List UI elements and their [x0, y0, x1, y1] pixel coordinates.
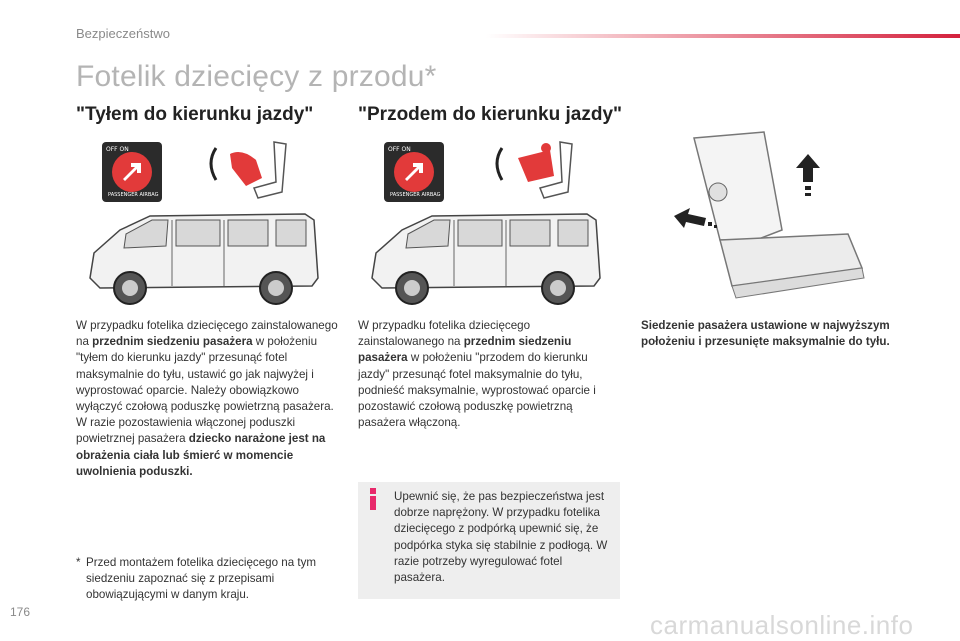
page-number: 176 — [10, 605, 31, 619]
badge-bottom-label: PASSENGER AIRBAG — [390, 192, 441, 198]
rear-facing-text-1: W przypadku fotelika dziecięcego zainstalowanego na — [76, 319, 338, 349]
page-title: Fotelik dziecięcy z przodu* — [76, 60, 437, 93]
rear-facing-text-2: przednim siedzeniu pasażera — [92, 335, 253, 349]
section-label: Bezpieczeństwo — [76, 26, 170, 41]
airbag-off-badge — [102, 142, 162, 202]
rear-facing-seat-icon — [202, 138, 302, 208]
van-illustration — [80, 208, 325, 308]
forward-facing-text-3: w położeniu "przodem do kierunku jazdy" przesunąć fotel maksymalnie do tyłu, podnieść maksymalnie, wyprostować oparcie i pozostawić czołową poduszkę powietrzną pasażera włączoną. — [358, 351, 596, 430]
seat-position-caption: Siedzenie pasażera ustawione w najwyższym położeniu i przesunięte maksymalnie do tyłu. — [641, 319, 890, 349]
info-text: Upewnić się, że pas bezpieczeństwa jest dobrze naprężony. W przypadku fotelika dziecięcego z podpórką upewnić się, że podpórka styka się stabilnie z podłogą. W razie potrzeby wyregulować fotel pasażera. — [394, 490, 608, 585]
airbag-arrow-icon — [402, 158, 426, 182]
airbag-arrow-icon — [120, 158, 144, 182]
badge-top-label: OFF ON — [388, 146, 411, 153]
airbag-on-badge — [384, 142, 444, 202]
footnote — [76, 555, 346, 604]
forward-facing-description — [358, 318, 613, 431]
footnote-text: Przed montażem fotelika dziecięcego na tym siedzeniu zapoznać się z przepisami obowiązującymi w danym kraju. — [86, 556, 317, 602]
forward-facing-heading: "Przodem do kierunku jazdy" — [358, 104, 623, 125]
rear-facing-text-3: w położeniu "tyłem do kierunku jazdy" przesunąć fotel maksymalnie do tyłu, ustawić go jak najwyżej i wyprostować oparcie. Należy obowiązkowo wyłączyć czołową poduszkę powietrzną pasażera. W razie pozostawienia włączonej poduszki powietrznej pasażera — [76, 335, 334, 446]
header-divider — [486, 34, 960, 38]
watermark: carmanualsonline.info — [650, 610, 914, 640]
forward-facing-seat-icon — [488, 138, 588, 208]
info-icon — [368, 488, 378, 510]
passenger-seat-illustration — [672, 130, 872, 305]
rear-facing-heading: "Tyłem do kierunku jazdy" — [76, 104, 314, 125]
info-box — [358, 482, 620, 599]
badge-top-label: OFF ON — [106, 146, 129, 153]
forward-facing-text-1: W przypadku fotelika dziecięcego zainstalowanego na — [358, 319, 531, 349]
forward-facing-text-2: przednim siedzeniu pasażera — [358, 335, 572, 365]
badge-bottom-label: PASSENGER AIRBAG — [108, 192, 159, 198]
van-illustration — [362, 208, 607, 308]
footnote-marker: * — [76, 556, 81, 569]
rear-facing-description — [76, 318, 346, 480]
rear-facing-warning: dziecko narażone jest na obrażenia ciała lub śmierć w momencie uwolnienia poduszki. — [76, 432, 326, 478]
